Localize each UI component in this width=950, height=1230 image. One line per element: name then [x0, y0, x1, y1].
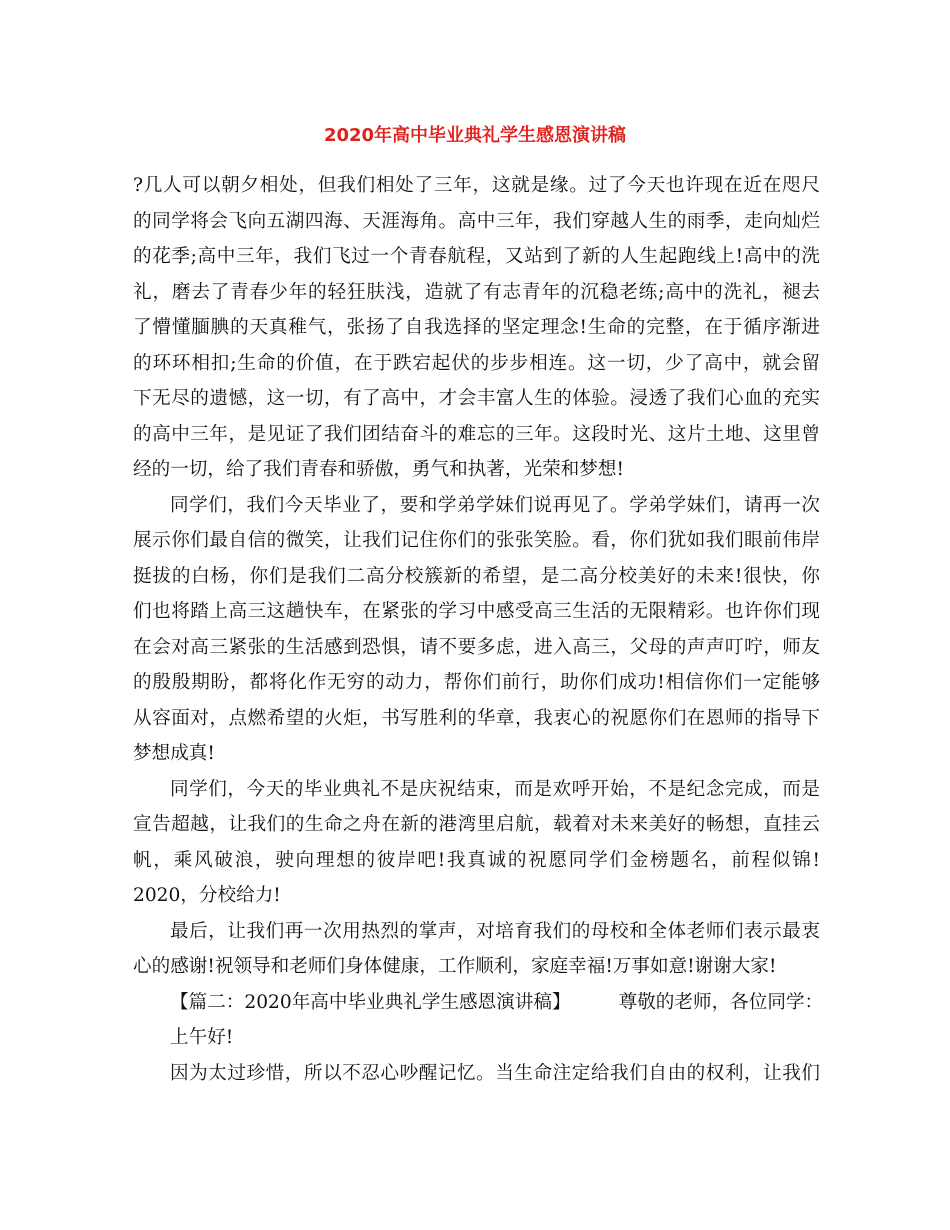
paragraph: [133, 914, 820, 985]
text-line: 的同学将会飞向五湖四海、天涯海角。高中三年，我们穿越人生的雨季，走向灿烂: [133, 210, 820, 232]
text-line: 的高中三年，是见证了我们团结奋斗的难忘的三年。这段时光、这片土地、这里曾: [133, 423, 820, 445]
text-line: 宣告超越，让我们的生命之舟在新的港湾里启航，载着对未来美好的畅想，直挂云: [133, 814, 820, 835]
text-line: 了懵懂腼腆的天真稚气，张扬了自我选择的坚定理念!生命的完整，在于循序渐进: [133, 317, 820, 338]
text-line: 的殷殷期盼，都将化作无穷的动力，帮你们前行，助你们成功!相信你们一定能够: [133, 672, 820, 693]
section-2-heading: 【篇二：2020年高中毕业典礼学生感恩演讲稿】: [170, 991, 571, 1013]
text-line: 下无尽的遗憾，这一切，有了高中，才会丰富人生的体验。浸透了我们心血的充实: [133, 388, 820, 409]
text-line: 帆，乘风破浪，驶向理想的彼岸吧!我真诚的祝愿同学们金榜题名，前程似锦!: [133, 849, 820, 871]
paragraph: [133, 772, 820, 914]
text-line: 同学们，今天的毕业典礼不是庆祝结束，而是欢呼开始，不是纪念完成，而是: [170, 778, 820, 800]
paragraph: [133, 168, 820, 488]
document-body: [133, 168, 824, 1091]
section-2-opening: 因为太过珍惜，所以不忍心吵醒记忆。当生命注定给我们自由的权利，让我们: [170, 1062, 820, 1084]
text-line: 梦想成真!: [133, 743, 215, 764]
section-2-greeting: 上午好!: [170, 1027, 234, 1048]
text-line: 的花季;高中三年，我们飞过一个青春航程，又站到了新的人生起跑线上!高中的洗: [133, 246, 820, 267]
document-title: 2020年高中毕业典礼学生感恩演讲稿: [323, 125, 627, 146]
section-2-salutation: 尊敬的老师，各位同学：: [618, 991, 824, 1013]
text-line: 2020，分校给力!: [133, 885, 281, 906]
text-line: 的环环相扣;生命的价值，在于跌宕起伏的步步相连。这一切，少了高中，就会留: [133, 352, 820, 374]
text-line: 展示你们最自信的微笑，让我们记住你们的张张笑脸。看，你们犹如我们眼前伟岸: [133, 530, 820, 551]
paragraph-list: [133, 168, 820, 985]
text-line: 同学们，我们今天毕业了，要和学弟学妹们说再见了。学弟学妹们，请再一次: [170, 494, 820, 516]
text-line: 心的感谢!祝领导和老师们身体健康，工作顺利，家庭幸福!万事如意!谢谢大家!: [133, 956, 777, 977]
text-line: 在会对高三紧张的生活感到恐惧，请不要多虑，进入高三，父母的声声叮咛，师友: [133, 636, 820, 658]
text-line: 经的一切，给了我们青春和骄傲，勇气和执著，光荣和梦想!: [133, 459, 624, 480]
paragraph: [133, 488, 820, 772]
section-2-heading-line: [133, 985, 824, 1021]
text-line: 们也将踏上高三这趟快车，在紧张的学习中感受高三生活的无限精彩。也许你们现: [133, 601, 820, 622]
text-line: 挺拔的白杨，你们是我们二高分校簇新的希望，是二高分校美好的未来!很快，你: [133, 565, 820, 587]
text-line: 从容面对，点燃希望的火炬，书写胜利的华章，我衷心的祝愿你们在恩师的指导下: [133, 707, 820, 729]
text-line: 最后，让我们再一次用热烈的掌声，对培育我们的母校和全体老师们表示最衷: [170, 920, 820, 942]
text-line: 礼，磨去了青春少年的轻狂肤浅，造就了有志青年的沉稳老练;高中的洗礼，褪去: [133, 281, 820, 303]
text-line: ?几人可以朝夕相处，但我们相处了三年，这就是缘。过了今天也许现在近在咫尺: [133, 175, 820, 196]
